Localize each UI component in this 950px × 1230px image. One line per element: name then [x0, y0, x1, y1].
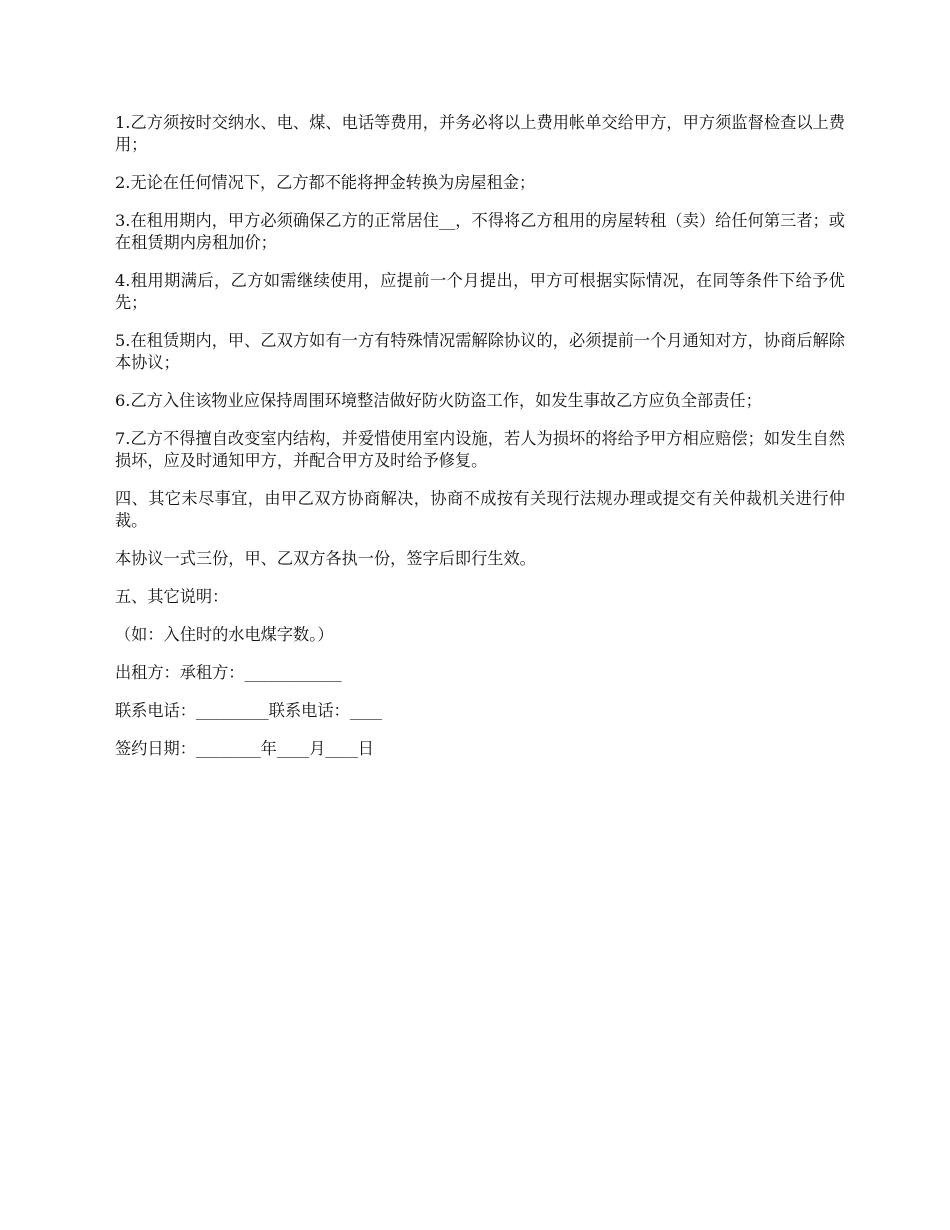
signing-date-line: 签约日期：________年____月____日	[115, 739, 374, 758]
section-four: 四、其它未尽事宜，由甲乙双方协商解决，协商不成按有关现行法规办理或提交有关仲裁机关进行仲裁。	[115, 489, 845, 530]
clause-3: 3.在租用期内，甲方必须确保乙方的正常居住__，不得将乙方租用的房屋转租（卖）给任何第三者；或在租赁期内房租加价；	[115, 211, 845, 252]
section-five-heading: 五、其它说明：	[115, 587, 229, 606]
copies-statement: 本协议一式三份，甲、乙双方各执一份，签字后即行生效。	[115, 549, 536, 568]
clause-7: 7.乙方不得擅自改变室内结构，并爱惜使用室内设施，若人为损坏的将给予甲方相应赔偿；如发生自然损坏，应及时通知甲方，并配合甲方及时给予修复。	[115, 429, 845, 470]
clause-5: 5.在租赁期内，甲、乙双方如有一方有特殊情况需解除协议的，必须提前一个月通知对方，协商后解除本协议；	[115, 331, 845, 372]
section-five-example: （如：入住时的水电煤字数。）	[115, 625, 334, 644]
clause-1: 1.乙方须按时交纳水、电、煤、电话等费用，并务必将以上费用帐单交给甲方，甲方须监督检查以上费用；	[115, 113, 845, 154]
clause-6: 6.乙方入住该物业应保持周围环境整洁做好防火防盗工作，如发生事故乙方应负全部责任；	[115, 391, 762, 410]
clause-2: 2.无论在任何情况下，乙方都不能将押金转换为房屋租金；	[115, 173, 536, 192]
document-page	[115, 112, 845, 760]
lessor-lessee-line: 出租方：承租方：____________	[115, 663, 342, 682]
clause-4: 4.租用期满后，乙方如需继续使用，应提前一个月提出，甲方可根据实际情况，在同等条件下给予优先；	[115, 271, 845, 312]
contact-phone-line: 联系电话：_________联系电话：____	[115, 701, 383, 720]
